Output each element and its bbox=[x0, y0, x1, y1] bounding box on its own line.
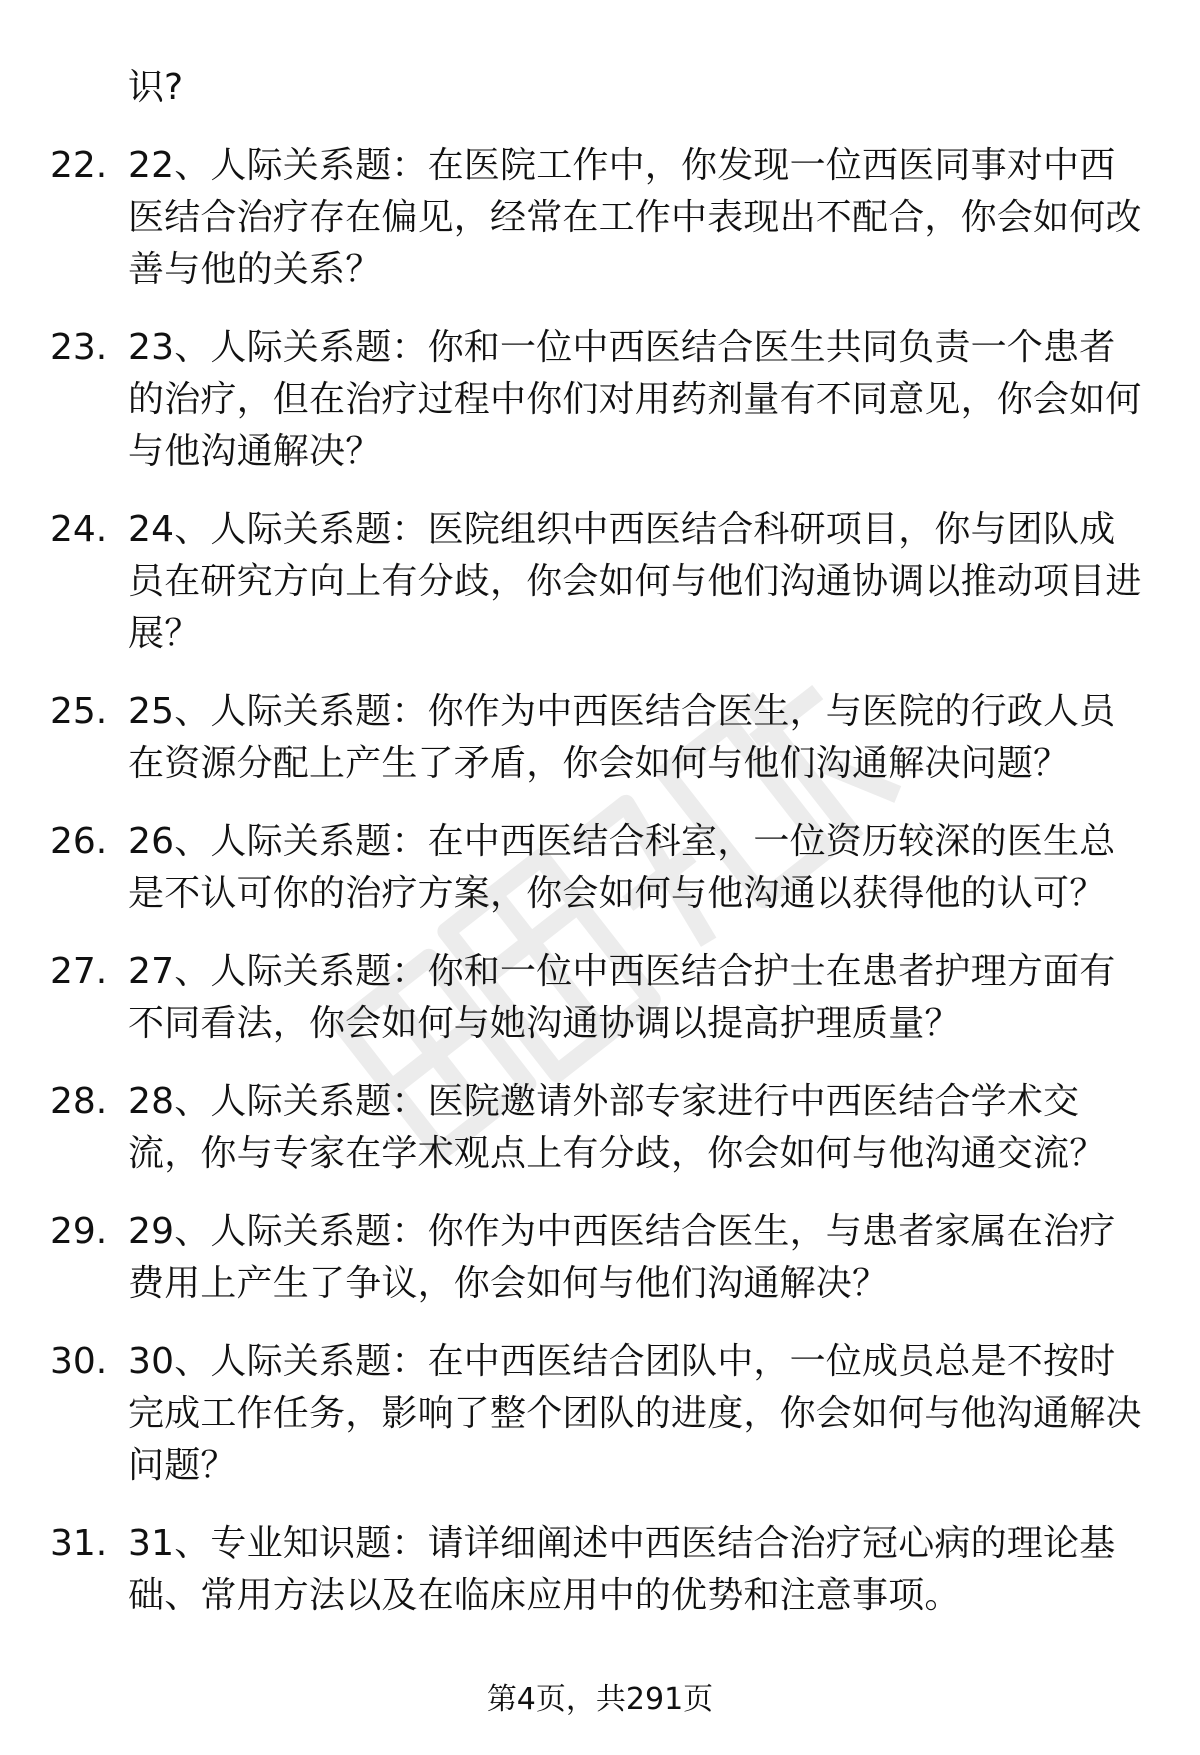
question-number: 29. bbox=[50, 1211, 108, 1252]
question-item bbox=[0, 946, 1200, 1050]
question-text: 27、人际关系题：你和一位中西医结合护士在患者护理方面有不同看法，你会如何与她沟通协调以提高护理质量？ bbox=[128, 951, 1116, 1044]
question-list bbox=[0, 140, 1200, 1648]
question-number: 26. bbox=[50, 821, 108, 862]
question-number: 30. bbox=[50, 1341, 108, 1382]
question-text: 31、专业知识题：请详细阐述中西医结合治疗冠心病的理论基础、常用方法以及在临床应用中的优势和注意事项。 bbox=[128, 1523, 1116, 1616]
continued-text: 识? bbox=[128, 67, 184, 108]
question-number: 22. bbox=[50, 145, 108, 186]
question-item bbox=[0, 816, 1200, 920]
question-item bbox=[0, 1206, 1200, 1310]
question-item bbox=[0, 1518, 1200, 1622]
question-item bbox=[0, 322, 1200, 478]
question-number: 24. bbox=[50, 509, 108, 550]
question-number: 27. bbox=[50, 951, 108, 992]
question-text: 29、人际关系题：你作为中西医结合医生，与患者家属在治疗费用上产生了争议，你会如何与他们沟通解决？ bbox=[128, 1211, 1116, 1304]
question-text: 28、人际关系题：医院邀请外部专家进行中西医结合学术交流，你与专家在学术观点上有分歧，你会如何与他沟通交流？ bbox=[128, 1081, 1106, 1174]
question-item bbox=[0, 1336, 1200, 1492]
question-text: 24、人际关系题：医院组织中西医结合科研项目，你与团队成员在研究方向上有分歧，你会如何与他们沟通协调以推动项目进展？ bbox=[128, 509, 1142, 654]
question-number: 25. bbox=[50, 691, 108, 732]
question-text: 25、人际关系题：你作为中西医结合医生，与医院的行政人员在资源分配上产生了矛盾，你会如何与他们沟通解决问题？ bbox=[128, 691, 1116, 784]
question-item bbox=[0, 1076, 1200, 1180]
question-number: 31. bbox=[50, 1523, 108, 1564]
question-text: 22、人际关系题：在医院工作中，你发现一位西医同事对中西医结合治疗存在偏见，经常在工作中表现出不配合，你会如何改善与他的关系？ bbox=[128, 145, 1142, 290]
question-item bbox=[0, 140, 1200, 296]
question-text: 26、人际关系题：在中西医结合科室，一位资历较深的医生总是不认可你的治疗方案，你会如何与他沟通以获得他的认可？ bbox=[128, 821, 1116, 914]
question-item bbox=[0, 686, 1200, 790]
question-text: 23、人际关系题：你和一位中西医结合医生共同负责一个患者的治疗，但在治疗过程中你们对用药剂量有不同意见，你会如何与他沟通解决？ bbox=[128, 327, 1142, 472]
question-number: 23. bbox=[50, 327, 108, 368]
question-item bbox=[0, 504, 1200, 660]
question-number: 28. bbox=[50, 1081, 108, 1122]
page-footer: 第4页，共291页 bbox=[486, 1682, 714, 1717]
question-text: 30、人际关系题：在中西医结合团队中，一位成员总是不按时完成工作任务，影响了整个团队的进度，你会如何与他沟通解决问题？ bbox=[128, 1341, 1142, 1486]
